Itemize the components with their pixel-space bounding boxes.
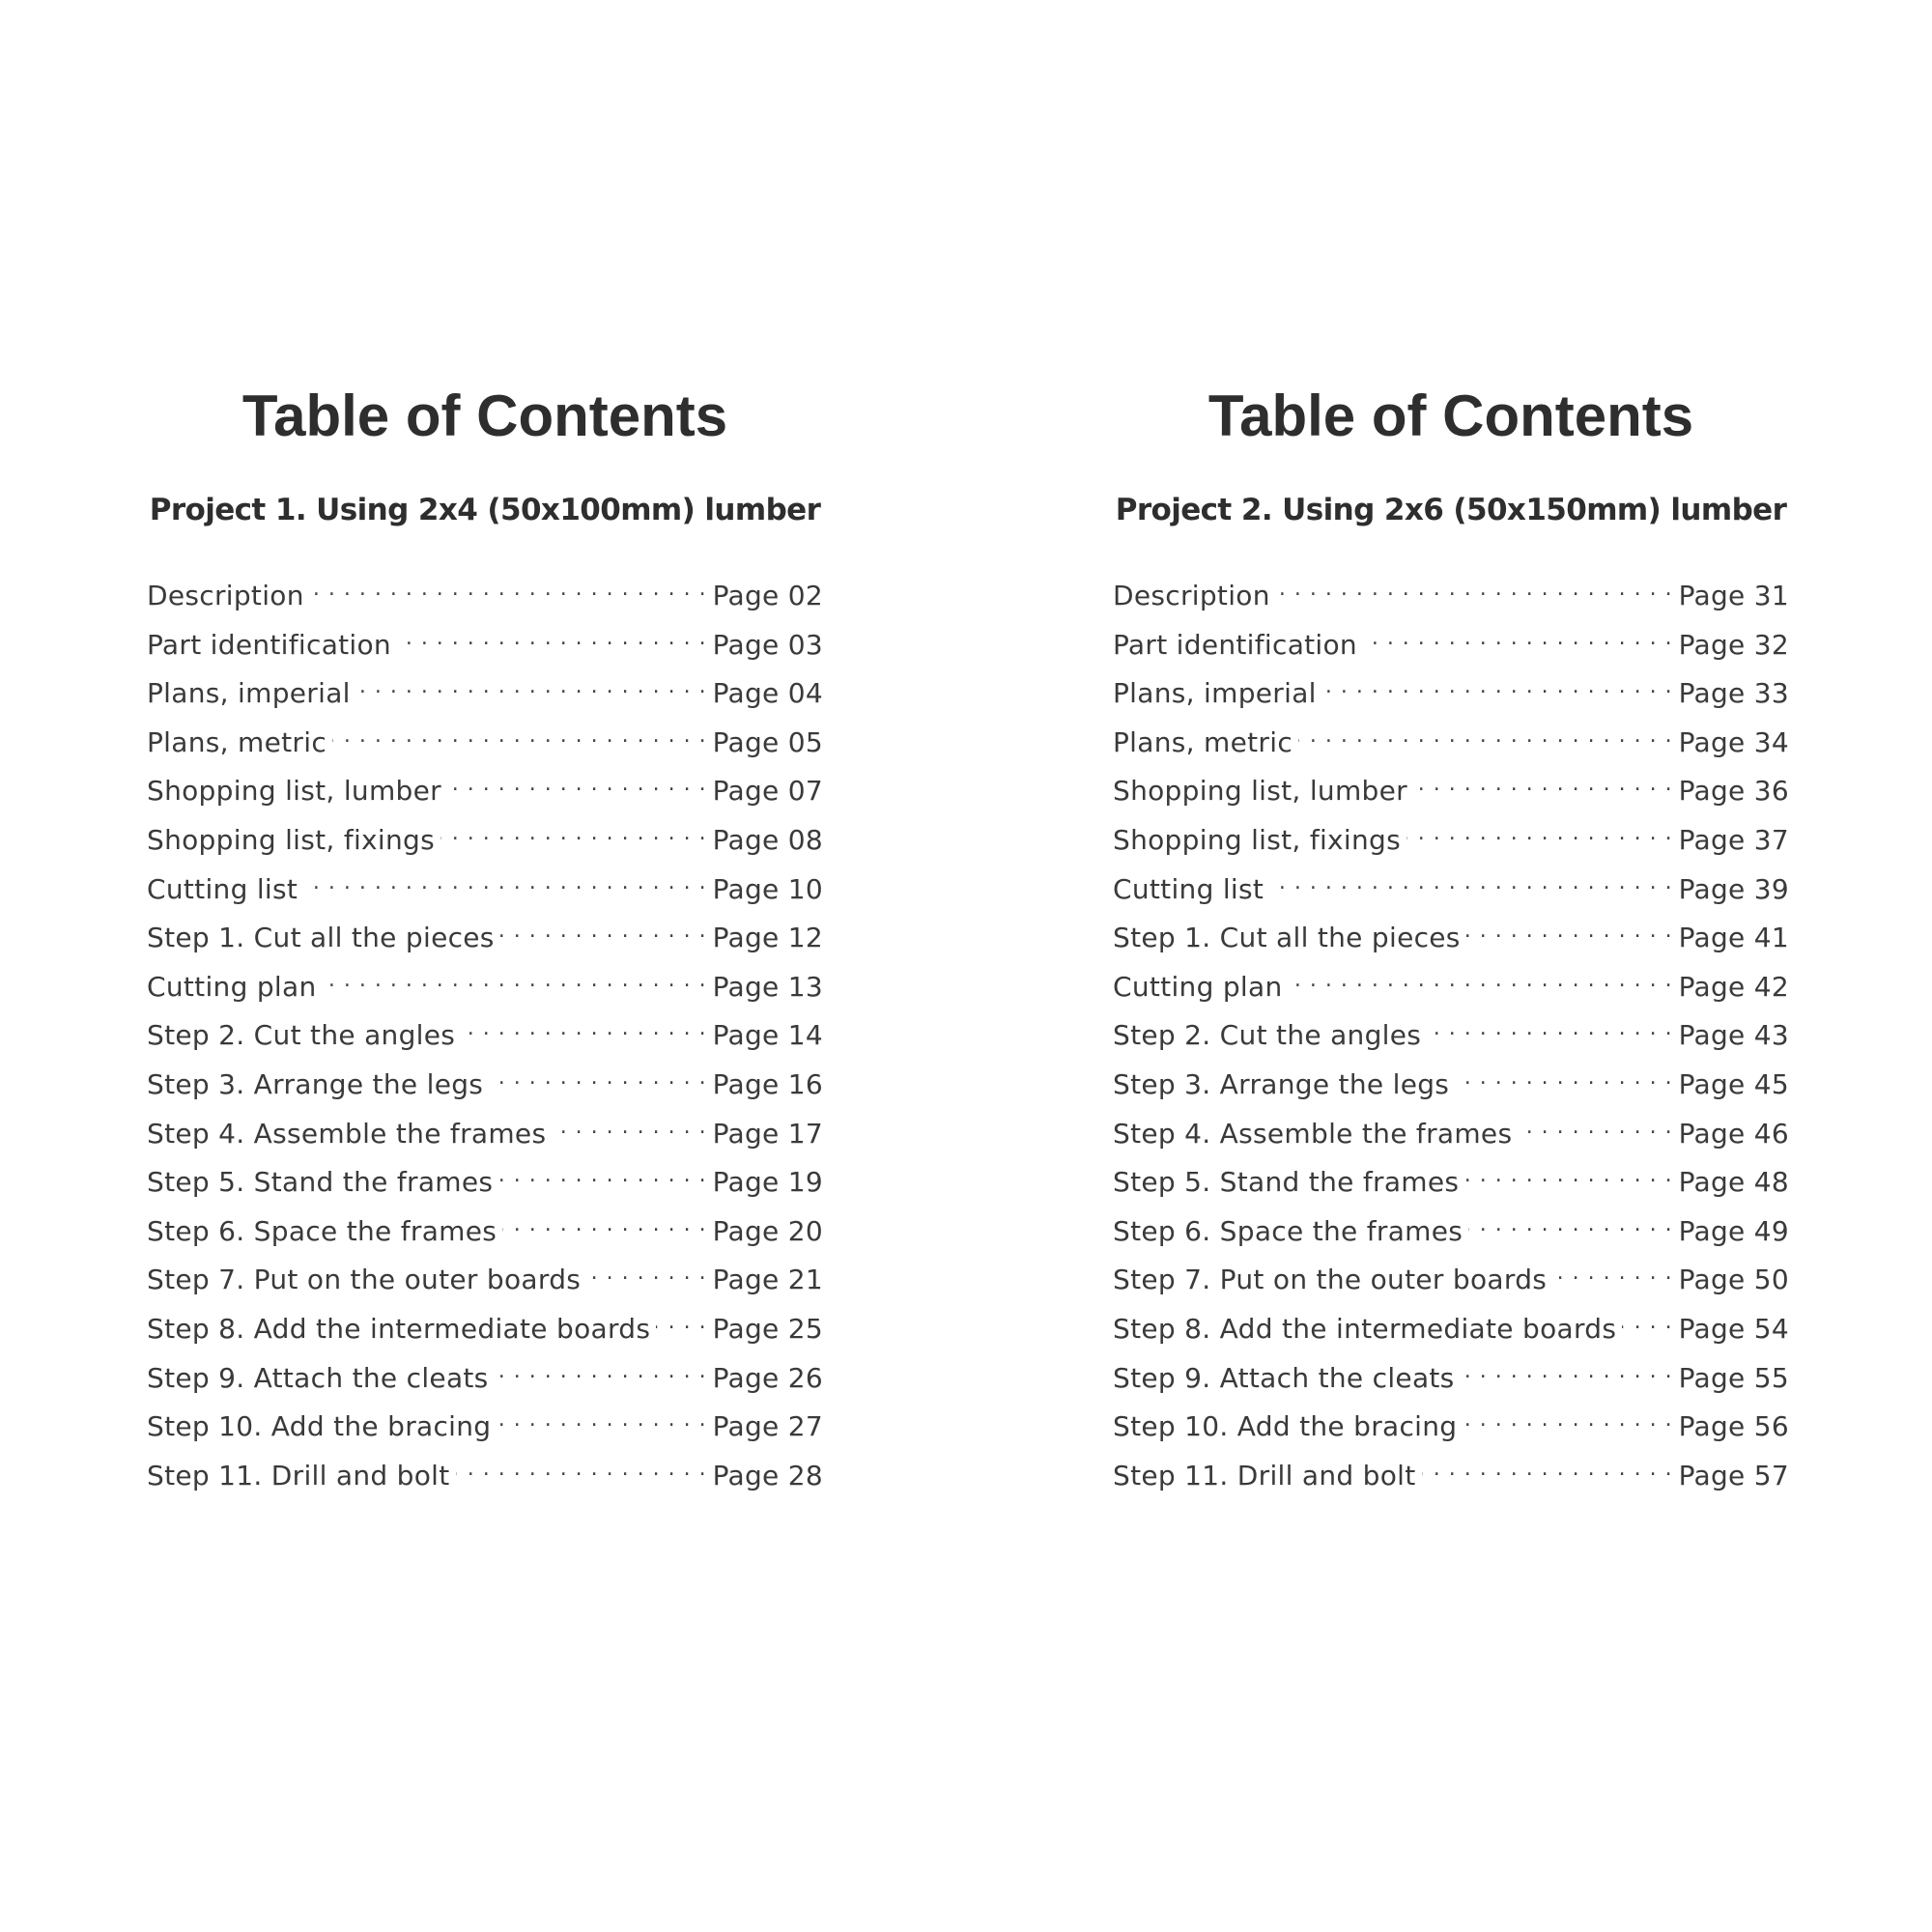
toc-entry-page: Page 43 <box>1678 1019 1789 1052</box>
toc-entry-label: Step 8. Add the intermediate boards <box>147 1312 651 1345</box>
toc-entry-label: Step 11. Drill and bolt <box>147 1459 450 1492</box>
dot-leader <box>502 1208 706 1240</box>
toc-entry <box>1113 1061 1789 1110</box>
toc-entry-label: Step 2. Cut the angles <box>1113 1019 1422 1052</box>
toc-entry <box>1113 767 1789 816</box>
toc-entry-label: Step 7. Put on the outer boards <box>147 1264 582 1296</box>
toc-entry-page: Page 55 <box>1678 1361 1789 1394</box>
dot-leader <box>1322 669 1673 702</box>
toc-entry-label: Step 2. Cut the angles <box>147 1019 456 1052</box>
toc-entry <box>1113 1403 1789 1452</box>
toc-entry <box>1113 1354 1789 1404</box>
toc-entry-page: Page 20 <box>712 1214 823 1247</box>
toc-entry <box>147 719 823 768</box>
toc-entry <box>147 914 823 963</box>
toc-entry <box>1113 572 1789 621</box>
toc-entry-page: Page 19 <box>712 1166 823 1199</box>
toc-entry-page: Page 16 <box>712 1067 823 1100</box>
toc-entry-page: Page 27 <box>712 1410 823 1443</box>
toc-entry-label: Step 8. Add the intermediate boards <box>1113 1312 1617 1345</box>
toc-entry <box>1113 719 1789 768</box>
toc-entry-label: Step 1. Cut all the pieces <box>1113 922 1461 954</box>
toc-entry-page: Page 03 <box>712 628 823 661</box>
toc-entry-page: Page 46 <box>1678 1117 1789 1150</box>
dot-leader <box>1269 866 1672 898</box>
toc-entry <box>147 866 823 915</box>
toc-entry-label: Shopping list, lumber <box>147 775 441 808</box>
toc-entry-label: Cutting plan <box>1113 970 1283 1003</box>
toc-entry <box>147 1011 823 1061</box>
toc-entry-page: Page 25 <box>712 1312 823 1345</box>
dot-leader <box>1518 1110 1672 1143</box>
toc-entry <box>1113 1452 1789 1501</box>
toc-list <box>147 572 823 1500</box>
dot-leader <box>1422 1452 1673 1485</box>
toc-entry-label: Step 1. Cut all the pieces <box>147 922 495 954</box>
dot-leader <box>1455 1061 1672 1094</box>
dot-leader <box>1289 963 1673 996</box>
dot-leader <box>323 963 707 996</box>
toc-entry <box>147 572 823 621</box>
toc-entry-label: Shopping list, fixings <box>1113 823 1402 856</box>
toc-entry-label: Step 5. Stand the frames <box>1113 1166 1460 1199</box>
dot-leader <box>498 1158 706 1191</box>
toc-entry <box>147 621 823 670</box>
dot-leader <box>1463 1403 1672 1435</box>
dot-leader <box>1363 621 1673 654</box>
toc-entry-page: Page 54 <box>1678 1312 1789 1345</box>
toc-entry-page: Page 32 <box>1678 628 1789 661</box>
toc-entry-page: Page 42 <box>1678 970 1789 1003</box>
dot-leader <box>1552 1256 1672 1289</box>
toc-entry-label: Step 9. Attach the cleats <box>1113 1361 1455 1394</box>
toc-entry-label: Step 10. Add the bracing <box>1113 1410 1458 1443</box>
toc-entry-label: Plans, imperial <box>1113 677 1317 710</box>
toc-entry <box>1113 1158 1789 1208</box>
toc-entry <box>1113 1110 1789 1159</box>
toc-entry <box>147 816 823 866</box>
toc-entry-page: Page 41 <box>1678 922 1789 954</box>
dot-leader <box>1406 816 1673 849</box>
toc-title: Table of Contents <box>242 384 728 448</box>
toc-entry <box>1113 1256 1789 1305</box>
toc-entry <box>1113 1305 1789 1354</box>
dot-leader <box>552 1110 706 1143</box>
toc-entry-page: Page 33 <box>1678 677 1789 710</box>
dot-leader <box>1276 572 1673 605</box>
toc-entry-page: Page 34 <box>1678 725 1789 758</box>
toc-entry-label: Description <box>147 580 304 611</box>
dot-leader <box>1427 1011 1672 1044</box>
dot-leader <box>489 1061 706 1094</box>
dot-leader <box>586 1256 706 1289</box>
toc-entry <box>1113 1208 1789 1257</box>
toc-entry <box>147 767 823 816</box>
toc-entry-page: Page 36 <box>1678 775 1789 808</box>
toc-entry <box>1113 914 1789 963</box>
dot-leader <box>656 1305 706 1338</box>
toc-entry <box>147 1208 823 1257</box>
toc-entry <box>1113 669 1789 719</box>
toc-entry <box>1113 816 1789 866</box>
dot-leader <box>310 572 707 605</box>
toc-entry-label: Plans, metric <box>147 725 327 758</box>
dot-leader <box>456 1452 707 1485</box>
toc-entry-label: Shopping list, fixings <box>147 823 436 856</box>
toc-entry-page: Page 39 <box>1678 872 1789 905</box>
toc-entry <box>147 963 823 1012</box>
toc-entry-page: Page 48 <box>1678 1166 1789 1199</box>
toc-entry-page: Page 02 <box>712 580 823 611</box>
dot-leader <box>332 719 707 752</box>
toc-entry-page: Page 31 <box>1678 580 1789 611</box>
toc-entry-label: Step 5. Stand the frames <box>147 1166 494 1199</box>
toc-entry-label: Plans, imperial <box>147 677 351 710</box>
dot-leader <box>440 816 707 849</box>
toc-entry-page: Page 10 <box>712 872 823 905</box>
toc-entry-label: Step 3. Arrange the legs <box>147 1067 484 1100</box>
dot-leader <box>497 1403 706 1435</box>
toc-entry-label: Part identification <box>147 628 391 661</box>
toc-entry-page: Page 21 <box>712 1264 823 1296</box>
toc-entry-page: Page 04 <box>712 677 823 710</box>
toc-entry <box>1113 963 1789 1012</box>
toc-entry <box>1113 621 1789 670</box>
toc-entry-page: Page 37 <box>1678 823 1789 856</box>
toc-entry-page: Page 57 <box>1678 1459 1789 1492</box>
project-subtitle: Project 2. Using 2x6 (50x150mm) lumber <box>1115 493 1787 527</box>
toc-entry-label: Step 3. Arrange the legs <box>1113 1067 1450 1100</box>
toc-entry-label: Step 6. Space the frames <box>1113 1214 1463 1247</box>
toc-entry-page: Page 08 <box>712 823 823 856</box>
toc-entry-page: Page 50 <box>1678 1264 1789 1296</box>
dot-leader <box>1466 914 1673 947</box>
toc-entry-label: Description <box>1113 580 1270 611</box>
toc-entry <box>147 1110 823 1159</box>
project-subtitle: Project 1. Using 2x4 (50x100mm) lumber <box>149 493 821 527</box>
dot-leader <box>1464 1158 1672 1191</box>
toc-entry <box>147 1452 823 1501</box>
toc-entry-label: Step 10. Add the bracing <box>147 1410 492 1443</box>
toc-entry <box>147 1256 823 1305</box>
toc-list <box>1113 572 1789 1500</box>
toc-entry-label: Cutting list <box>147 872 298 905</box>
dot-leader <box>356 669 707 702</box>
dot-leader <box>1461 1354 1673 1387</box>
toc-entry <box>147 1061 823 1110</box>
toc-entry-label: Step 4. Assemble the frames <box>147 1117 547 1150</box>
toc-entry <box>147 669 823 719</box>
dot-leader <box>1468 1208 1672 1240</box>
dot-leader <box>303 866 706 898</box>
toc-entry <box>147 1403 823 1452</box>
toc-entry-page: Page 49 <box>1678 1214 1789 1247</box>
toc-entry-page: Page 56 <box>1678 1410 1789 1443</box>
dot-leader <box>495 1354 707 1387</box>
toc-project-1 <box>147 384 823 1500</box>
toc-entry-label: Part identification <box>1113 628 1357 661</box>
dot-leader <box>500 914 707 947</box>
dot-leader <box>461 1011 706 1044</box>
dot-leader <box>397 621 707 654</box>
toc-entry-label: Step 11. Drill and bolt <box>1113 1459 1416 1492</box>
toc-entry-page: Page 45 <box>1678 1067 1789 1100</box>
dot-leader <box>1622 1305 1672 1338</box>
toc-entry <box>1113 1011 1789 1061</box>
toc-entry-label: Step 9. Attach the cleats <box>147 1361 489 1394</box>
toc-entry-label: Step 6. Space the frames <box>147 1214 497 1247</box>
toc-entry-label: Step 4. Assemble the frames <box>1113 1117 1513 1150</box>
toc-entry-label: Cutting plan <box>147 970 317 1003</box>
toc-entry-page: Page 28 <box>712 1459 823 1492</box>
toc-entry-page: Page 12 <box>712 922 823 954</box>
dot-leader <box>1413 767 1673 800</box>
toc-project-2 <box>1113 384 1789 1500</box>
toc-entry <box>147 1305 823 1354</box>
toc-entry <box>147 1354 823 1404</box>
toc-entry-label: Plans, metric <box>1113 725 1293 758</box>
toc-entry <box>1113 866 1789 915</box>
toc-entry-label: Shopping list, lumber <box>1113 775 1407 808</box>
toc-entry-page: Page 26 <box>712 1361 823 1394</box>
toc-entry-label: Cutting list <box>1113 872 1264 905</box>
toc-entry-label: Step 7. Put on the outer boards <box>1113 1264 1548 1296</box>
dot-leader <box>447 767 707 800</box>
toc-entry <box>147 1158 823 1208</box>
toc-entry-page: Page 05 <box>712 725 823 758</box>
toc-entry-page: Page 17 <box>712 1117 823 1150</box>
toc-title: Table of Contents <box>1208 384 1694 448</box>
dot-leader <box>1298 719 1673 752</box>
toc-entry-page: Page 14 <box>712 1019 823 1052</box>
toc-entry-page: Page 13 <box>712 970 823 1003</box>
toc-entry-page: Page 07 <box>712 775 823 808</box>
